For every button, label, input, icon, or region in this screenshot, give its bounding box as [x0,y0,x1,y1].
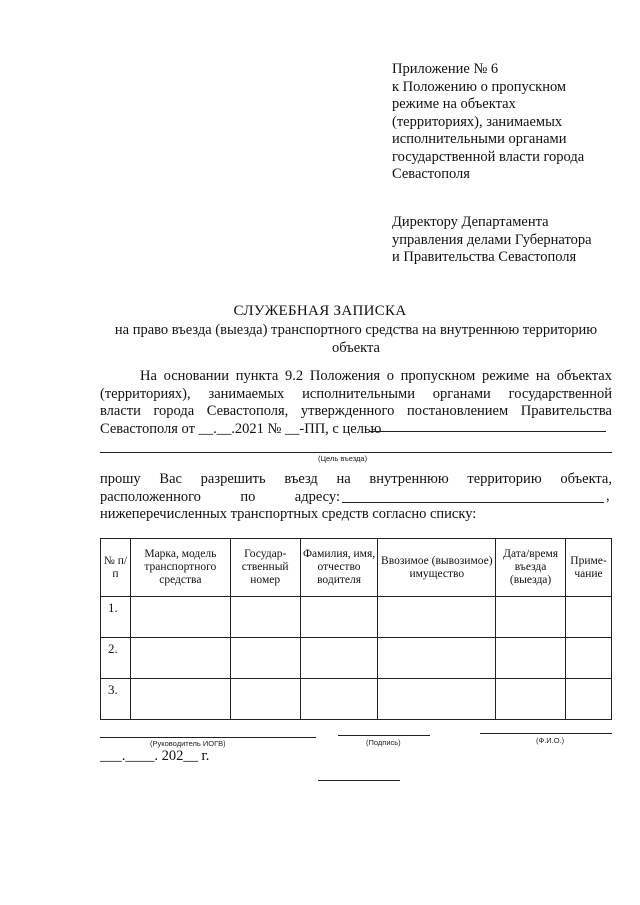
head-caption: (Руководитель ИОГВ) [150,739,226,748]
appendix-header [392,61,584,184]
table-cell[interactable] [378,638,496,679]
request-paragraph [100,471,612,524]
table-cell[interactable] [130,597,230,638]
table-cell[interactable] [230,638,300,679]
row-number: 1. [101,597,131,638]
table-cell[interactable] [566,597,612,638]
table-cell[interactable] [300,638,378,679]
table-cell[interactable] [566,638,612,679]
basis-line: На основании пункта 9.2 Положения о пропускном режиме на объектах [140,368,612,384]
appendix-line: исполнительными органами [392,131,567,147]
addressee-block [392,214,592,267]
table-cell[interactable] [230,679,300,720]
column-header-plate: Государ-ственный номер [230,539,300,597]
table-row [101,638,612,679]
appendix-line: режиме на объектах [392,96,516,112]
table-cell[interactable] [230,597,300,638]
table-cell[interactable] [130,638,230,679]
purpose-full-line[interactable] [100,452,612,453]
table-row [101,597,612,638]
purpose-caption: (Цель въезда) [318,454,368,463]
subtitle-line: объекта [331,339,380,356]
basis-paragraph [100,368,612,438]
appendix-line: (территориях), занимаемых [392,113,563,130]
document-title: СЛУЖЕБНАЯ ЗАПИСКА [233,303,407,319]
column-header-driver: Фамилия, имя, отчество водителя [300,539,378,597]
appendix-line: к Положению о пропускном [392,78,567,95]
column-header-datetime: Дата/время въезда (выезда) [496,539,566,597]
column-header-cargo: Ввозимое (вывозимое) имущество [378,539,496,597]
appendix-line: Приложение № 6 [392,61,499,77]
address-blank-line[interactable] [342,502,604,503]
request-line: нижеперечисленных транспортных средств согласно списку: [100,506,477,522]
table-header-row [101,539,612,597]
column-header-note: Приме-чание [566,539,612,597]
basis-line: Севастополя от __.__.2021 № __-ПП, с целью [100,420,382,437]
date-line: ___.____. 202__ г. [100,748,210,764]
table-cell[interactable] [130,679,230,720]
addressee-line: Директору Департамента [392,214,549,230]
appendix-line: государственной власти города [392,148,585,165]
row-number: 2. [101,638,131,679]
column-header-model: Марка, модель транспортного средства [130,539,230,597]
row-number: 3. [101,679,131,720]
table-cell[interactable] [378,679,496,720]
request-line: расположенного по адресу: [100,488,340,505]
document-subtitle [96,322,616,357]
basis-line: (территориях), занимаемых исполнительными органами государственной [100,385,612,402]
signature-line[interactable] [338,735,430,736]
vehicle-table [100,538,612,720]
address-comma: , [606,488,610,504]
subtitle-line: на право въезда (выезда) транспортного средства на внутреннюю территорию [114,322,598,338]
name-caption: (Ф.И.О.) [536,736,565,745]
table-cell[interactable] [496,597,566,638]
table-cell[interactable] [496,679,566,720]
addressee-line: и Правительства Севастополя [392,249,577,265]
table-cell[interactable] [496,638,566,679]
head-signature-line[interactable] [100,737,316,738]
addressee-line: управления делами Губернатора [392,231,592,248]
bottom-blank-line[interactable] [318,780,400,781]
table-row [101,679,612,720]
purpose-blank-line[interactable] [370,431,606,432]
table-cell[interactable] [566,679,612,720]
table-cell[interactable] [300,679,378,720]
column-header-number: № п/п [101,539,131,597]
table-cell[interactable] [300,597,378,638]
sign-caption: (Подпись) [366,738,401,747]
basis-line: власти города Севастополя, утвержденного постановлением Правительства [100,403,612,419]
appendix-line: Севастополя [392,166,470,182]
request-line: прошу Вас разрешить въезд на внутреннюю территорию объекта, [100,471,612,487]
table-cell[interactable] [378,597,496,638]
name-line[interactable] [480,733,612,734]
